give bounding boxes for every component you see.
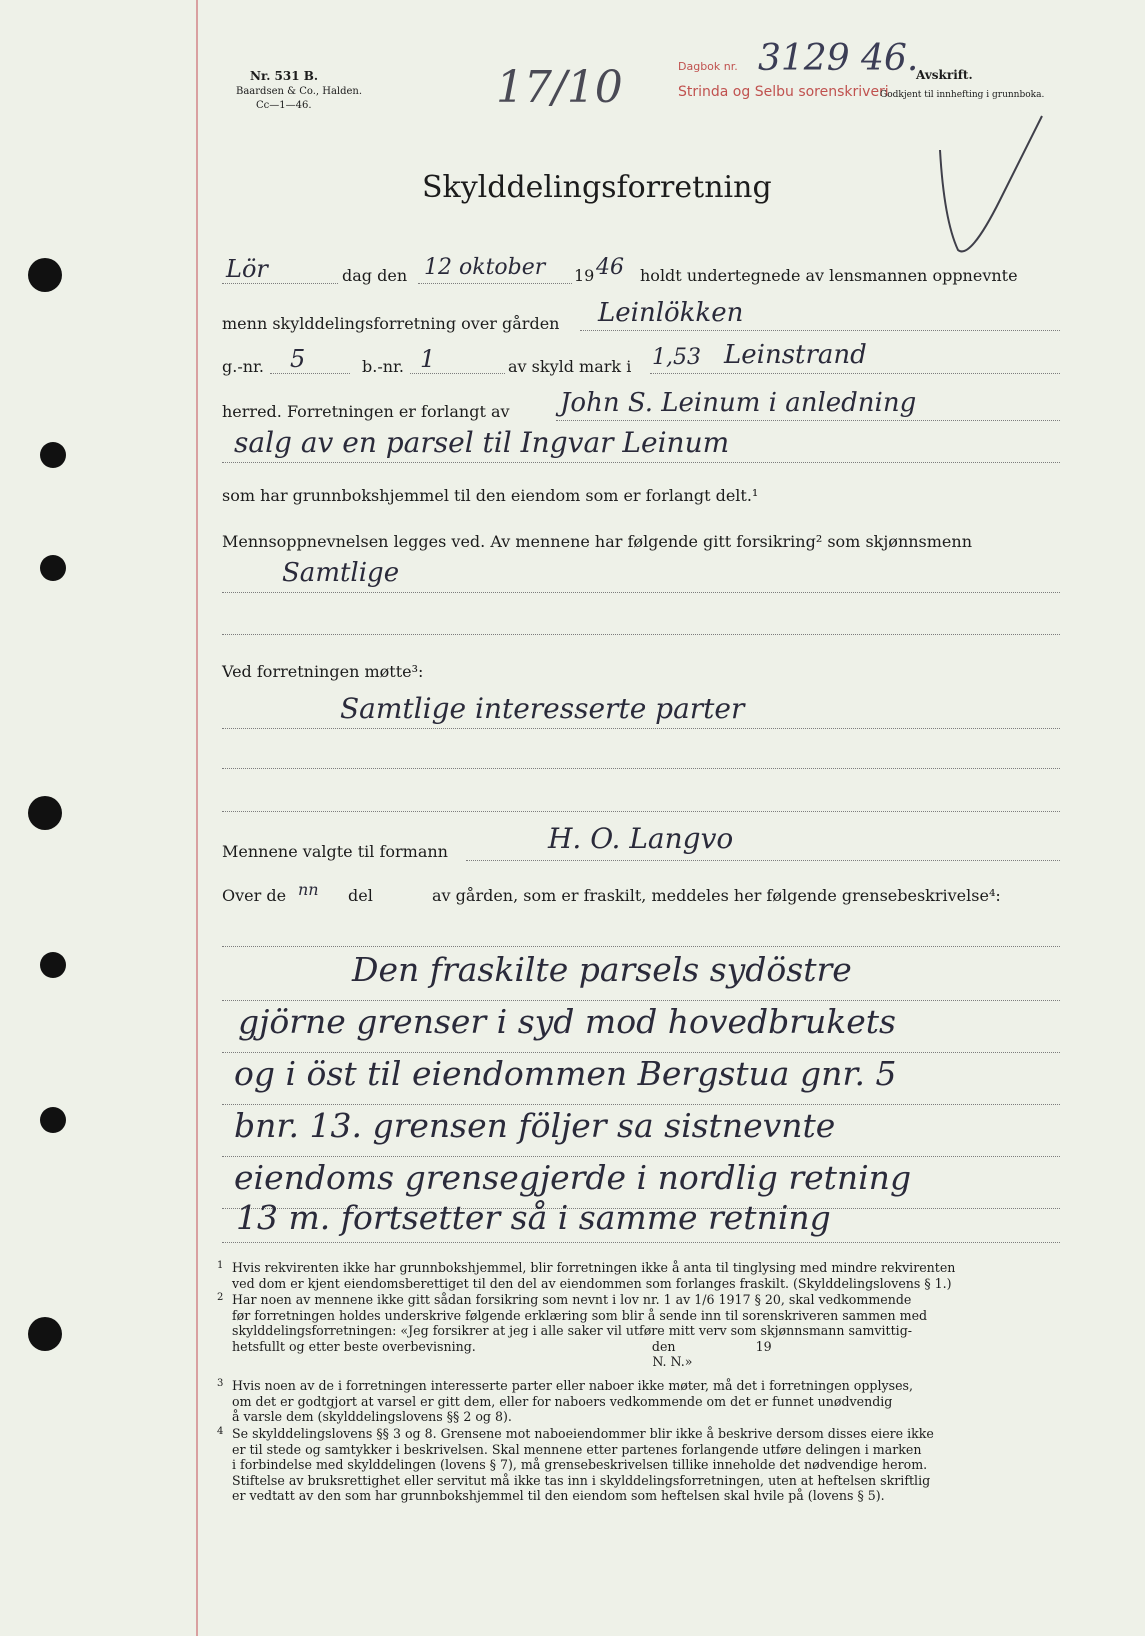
fill-line <box>222 946 1060 947</box>
line7-text: Mennsoppnevnelsen legges ved. Av mennene har følgende gitt forsikring² som skjønnsmenn <box>222 532 973 551</box>
document-title: Skylddelingsforretning <box>422 170 772 205</box>
fill-line <box>222 462 1060 463</box>
footnote-line: om det er godtgjort at varsel er gitt dem, eller for naboers vedkommende om det er funnet unødvendig <box>232 1393 893 1409</box>
fill-line <box>410 373 505 374</box>
date-value: 12 oktober <box>424 255 546 280</box>
fill-line <box>222 1104 1060 1105</box>
fill-line <box>222 1000 1060 1001</box>
chairman-label: Mennene valgte til formann <box>222 842 448 861</box>
over-de-label: Over de <box>222 886 287 905</box>
check-mark-icon <box>930 110 1050 270</box>
fill-line <box>222 768 1060 769</box>
fill-line <box>222 592 1060 593</box>
year-suffix: 46 <box>596 255 624 280</box>
punch-hole <box>28 796 62 830</box>
punch-hole <box>40 442 66 468</box>
footnote-line: N. N.» <box>232 1354 693 1369</box>
footnote-number: 3 <box>217 1378 224 1389</box>
footnote-line: er vedtatt av den som har grunnbokshjemmel til den eiendom som heftelsen skal hvile på (lovens § 5). <box>232 1488 885 1503</box>
year-prefix: 19 <box>574 266 595 285</box>
footnote-line: Hvis rekvirenten ikke har grunnbokshjemmel, blir forretningen ikke å anta til tinglysing med mindre rekvirenten <box>232 1260 956 1275</box>
footnote <box>217 1426 1052 1504</box>
fill-line <box>222 811 1060 812</box>
attendance-value: Samtlige interesserte parter <box>340 692 745 725</box>
gnr-label: g.-nr. <box>222 357 265 376</box>
dag-den-label: dag den <box>342 266 408 285</box>
requester-value: John S. Leinum i anledning <box>560 388 917 418</box>
fill-line <box>222 1156 1060 1157</box>
punch-hole <box>40 952 66 978</box>
margin-line <box>196 0 198 1636</box>
weekday-value: Lör <box>226 255 268 283</box>
attendance-label: Ved forretningen møtte³: <box>222 662 424 681</box>
footnote-line: å varsle dem (skylddelingslovens §§ 2 og 8). <box>232 1409 512 1424</box>
fill-line <box>650 373 1060 374</box>
footnote-line: Stiftelse av bruksrettighet eller servitut må ikke tas inn i skylddelingsforretningen, uten at heftelsen skriftlig <box>232 1472 931 1488</box>
chairman-value: H. O. Langvo <box>548 822 734 855</box>
printer-name: Baardsen & Co., Halden. <box>236 86 363 97</box>
footnote-number: 2 <box>217 1292 224 1303</box>
footnote <box>217 1260 1052 1291</box>
handwritten-date-note: 17/10 <box>496 62 623 113</box>
footnote-line: Hvis noen av de i forretningen interesserte parter eller naboer ikke møter, må det i forretningen opplyses, <box>232 1378 913 1393</box>
line12-text: av gården, som er fraskilt, meddeles her følgende grensebeskrivelse⁴: <box>432 886 1001 905</box>
punch-hole <box>40 555 66 581</box>
form-number: Nr. 531 B. <box>250 69 319 83</box>
skyld-value: 1,53 <box>652 345 701 370</box>
line6-text: som har grunnbokshjemmel til den eiendom som er forlangt delt.¹ <box>222 486 759 505</box>
farm-name: Leinlökken <box>598 298 744 328</box>
fill-line <box>556 420 1060 421</box>
fill-line <box>222 634 1060 635</box>
description-line: eiendoms grensegjerde i nordlig retning <box>234 1158 912 1197</box>
footnote-line: ved dom er kjent eiendomsberettiget til den del av eiendommen som forlanges fraskilt. (Skylddelingslovens § 1.) <box>232 1275 952 1291</box>
fill-line <box>270 373 350 374</box>
stamp-dagbok-label: Dagbok nr. <box>678 60 738 73</box>
avskrift-label: Avskrift. <box>916 68 973 82</box>
description-line: gjörne grenser i syd mod hovedbrukets <box>238 1002 896 1041</box>
printer-code: Cc—1—46. <box>256 100 312 111</box>
stamp-court: Strinda og Selbu sorenskriveri <box>678 84 889 100</box>
del-label: del <box>348 886 373 905</box>
footnote-line: Har noen av mennene ikke gitt sådan forsikring som nevnt i lov nr. 1 av 1/6 1917 § 20, skal vedkommende <box>232 1292 912 1307</box>
fill-line <box>222 1242 1060 1243</box>
fill-line <box>580 330 1060 331</box>
approval-note: Godkjent til innhefting i grunnboka. <box>880 90 1045 100</box>
description-line: bnr. 13. grensen följer sa sistnevnte <box>234 1106 836 1145</box>
punch-hole <box>40 1107 66 1133</box>
footnote-line: er til stede og samtykker i beskrivelsen. Skal mennene etter partenes forlangende utføre delingen i marken <box>232 1441 922 1457</box>
line4-text: herred. Forretningen er forlangt av <box>222 402 510 421</box>
punch-hole <box>28 1317 62 1351</box>
fill-line <box>418 283 572 284</box>
punch-hole <box>28 258 62 292</box>
footnote-line: hetsfullt og etter beste overbevisning. den 19 <box>232 1338 772 1354</box>
gnr-value: 5 <box>290 345 306 373</box>
footnote <box>217 1378 1052 1425</box>
stamp-dagbok-value: 3129 46. <box>758 38 919 79</box>
footnote-number: 1 <box>217 1260 224 1271</box>
fill-line <box>466 860 1060 861</box>
description-line: 13 m. fortsetter så i samme retning <box>236 1198 831 1237</box>
skyld-label: av skyld mark i <box>508 357 632 376</box>
footnote-line: Se skylddelingslovens §§ 3 og 8. Grensene mot naboeiendommer blir ikke å beskrive dersom disses eiere ikke <box>232 1426 934 1441</box>
description-line: Den fraskilte parsels sydöstre <box>352 950 852 989</box>
bnr-value: 1 <box>420 345 436 373</box>
footnote-line: før forretningen holdes underskrive følgende erklæring som blir å sende inn til sorenskriveren sammen med <box>232 1307 928 1323</box>
description-line: og i öst til eiendommen Bergstua gnr. 5 <box>234 1054 897 1093</box>
footnote-number: 4 <box>217 1426 224 1437</box>
request-continuation: salg av en parsel til Ingvar Leinum <box>234 426 730 459</box>
footnote-line: i forbindelse med skylddelingen (lovens § 7), må grensebeskrivelsen tillike inneholde det nødvendige herom. <box>232 1457 928 1472</box>
assessors-value: Samtlige <box>282 558 400 588</box>
footnote-line: skylddelingsforretningen: «Jeg forsikrer at jeg i alle saker vil utføre mitt verv som skjønnsmann samvittig- <box>232 1323 913 1338</box>
fill-line <box>222 283 338 284</box>
fill-line <box>222 728 1060 729</box>
footnote <box>217 1292 1052 1370</box>
bnr-label: b.-nr. <box>362 357 405 376</box>
line1-text: holdt undertegnede av lensmannen oppnevnte <box>640 266 1018 285</box>
fill-line <box>222 1052 1060 1053</box>
municipality-value: Leinstrand <box>724 340 867 370</box>
over-de-fill: nn <box>298 880 319 899</box>
line2-text: menn skylddelingsforretning over gården <box>222 314 560 333</box>
